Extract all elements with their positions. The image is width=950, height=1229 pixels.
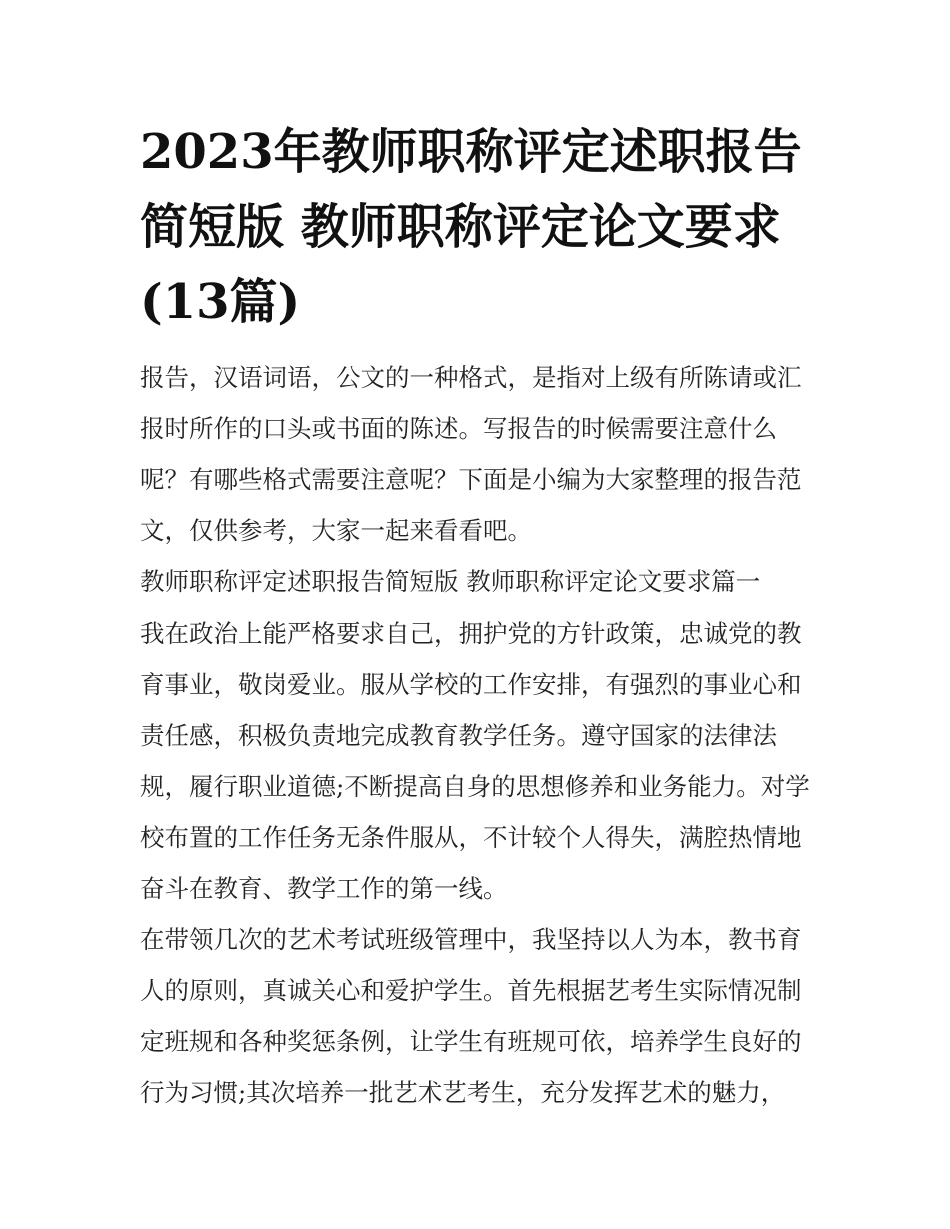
- document-title: 2023年教师职称评定述职报告简短版 教师职称评定论文要求(13篇): [140, 124, 802, 330]
- section-heading: 教师职称评定述职报告简短版 教师职称评定论文要求篇一: [140, 567, 761, 596]
- intro-paragraph: 报告，汉语词语，公文的一种格式，是指对上级有所陈请或汇报时所作的口头或书面的陈述。写报告的时候需要注意什么呢？有哪些格式需要注意呢？下面是小编为大家整理的报告范文，仅供参考，大家一起来看看吧。: [140, 363, 802, 545]
- document-page: [140, 115, 815, 1118]
- body-paragraph-2: 在带领几次的艺术考试班级管理中，我坚持以人为本，教书育人的原则，真诚关心和爱护学生。首先根据艺考生实际情况制定班规和各种奖惩条例，让学生有班规可依，培养学生良好的行为习惯;其次培养一批艺术艺考生，充分发挥艺术的魅力，: [140, 925, 802, 1107]
- body-paragraph-1: 我在政治上能严格要求自己，拥护党的方针政策，忠诚党的教育事业，敬岗爱业。服从学校的工作安排，有强烈的事业心和责任感，积极负责地完成教育教学任务。遵守国家的法律法规，履行职业道德;不断提高自身的思想修养和业务能力。对学校布置的工作任务无条件服从，不计较个人得失，满腔热情地奋斗在教育、教学工作的第一线。: [140, 619, 810, 903]
